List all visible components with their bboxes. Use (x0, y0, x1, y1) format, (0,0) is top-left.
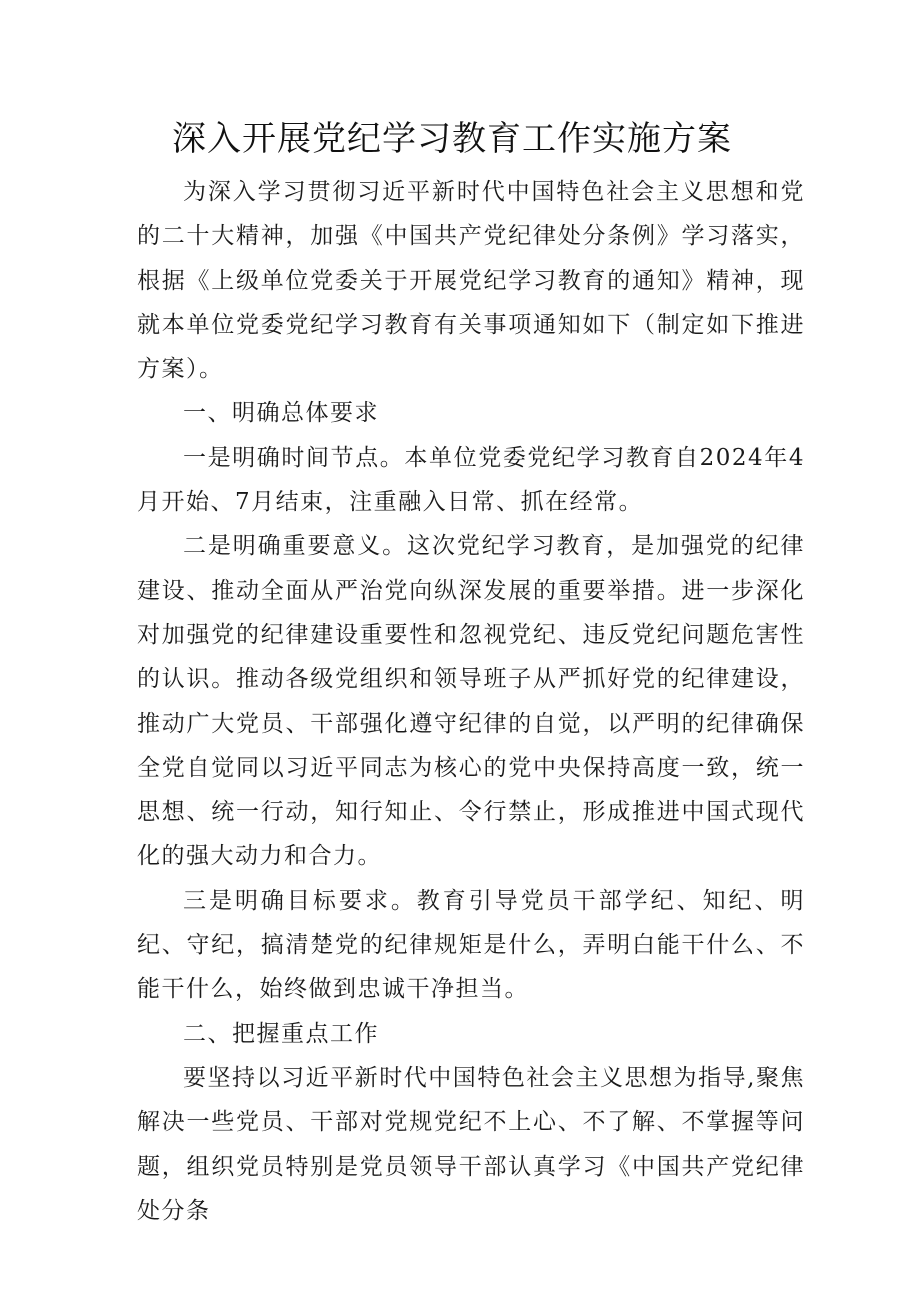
document-title: 深入开展党纪学习教育工作实施方案 (172, 119, 732, 159)
paragraph-key-work: 要坚持以习近平新时代中国特色社会主义思想为指导,聚焦解决一些党员、干部对党规党纪不上心、不了解、不掌握等问题，组织党员特别是党员领导干部认真学习《中国共产党纪律处分条 (137, 1064, 805, 1224)
paragraph-time-node: 一是明确时间节点。本单位党委党纪学习教育自2024年4月开始、7月结束，注重融入日常、抓在经常。 (137, 444, 805, 516)
paragraph-intro: 为深入学习贯彻习近平新时代中国特色社会主义思想和党的二十大精神，加强《中国共产党纪律处分条例》学习落实，根据《上级单位党委关于开展党纪学习教育的通知》精神，现就本单位党委党纪学习教育有关事项通知如下（制定如下推进方案）。 (137, 179, 805, 383)
paragraph-significance: 二是明确重要意义。这次党纪学习教育，是加强党的纪律建设、推动全面从严治党向纵深发展的重要举措。进一步深化对加强党的纪律建设重要性和忽视党纪、违反党纪问题危害性的认识。推动各级党组织和领导班子从严抓好党的纪律建设，推动广大党员、干部强化遵守纪律的自觉，以严明的纪律确保全党自觉同以习近平同志为核心的党中央保持高度一致，统一思想、统一行动，知行知止、令行禁止，形成推进中国式现代化的强大动力和合力。 (137, 533, 805, 870)
paragraph-goals: 三是明确目标要求。教育引导党员干部学纪、知纪、明纪、守纪，搞清楚党的纪律规矩是什么，弄明白能干什么、不能干什么，始终做到忠诚干净担当。 (137, 887, 805, 1003)
section-heading-1: 一、明确总体要求 (183, 400, 379, 427)
document-body (137, 170, 805, 1233)
section-heading-2: 二、把握重点工作 (183, 1020, 379, 1047)
